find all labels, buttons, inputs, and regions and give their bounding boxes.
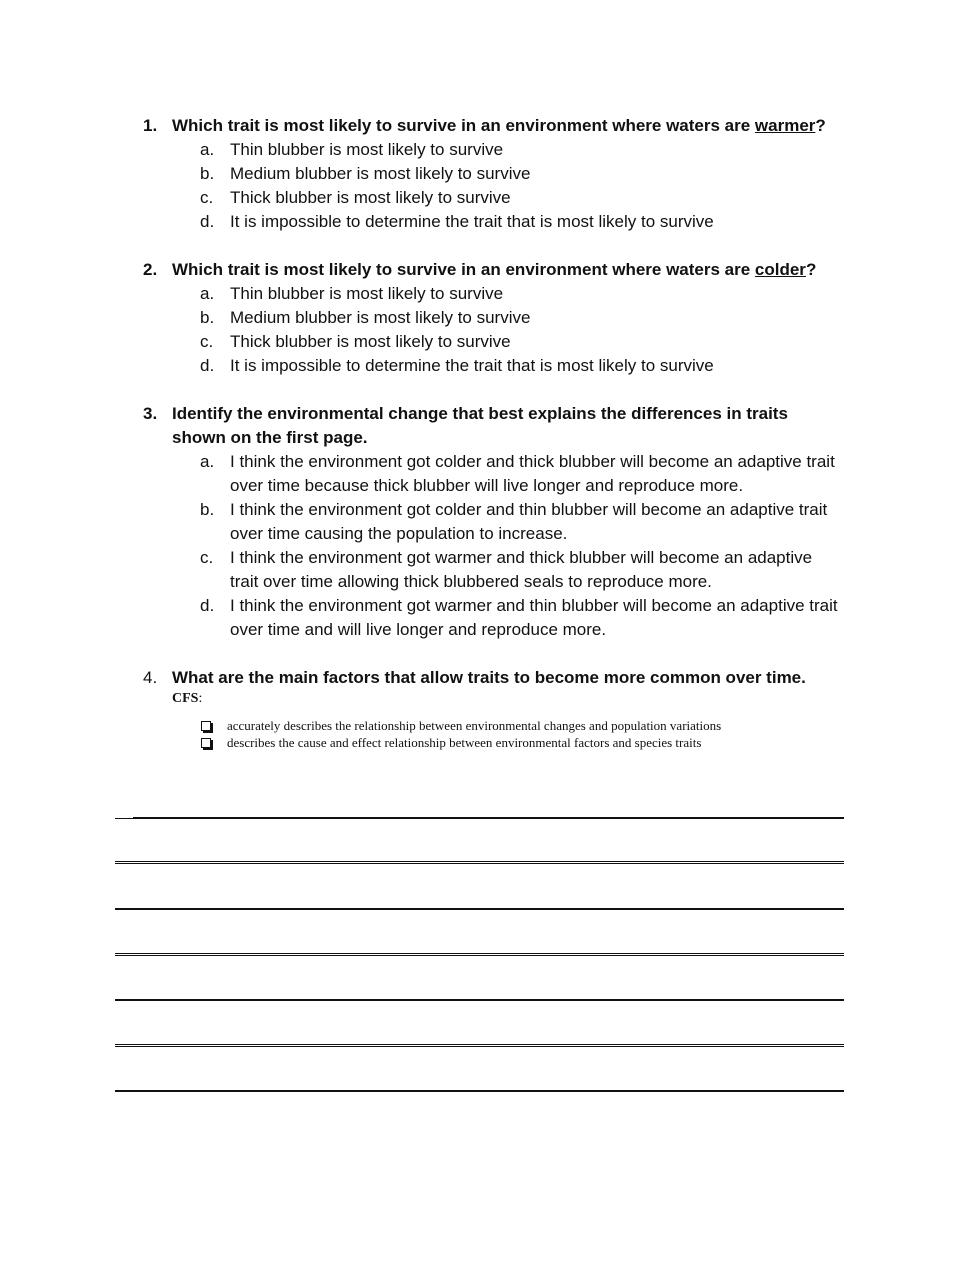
- question-3: [143, 402, 863, 642]
- question-1: [143, 114, 873, 234]
- answer-line[interactable]: [133, 817, 844, 819]
- option-d[interactable]: d. I think the environment got warmer and thin blubber will become an adaptive trait over time and will live longer and reproduce more.: [200, 596, 838, 639]
- criteria-checklist: [200, 717, 721, 751]
- criteria-item[interactable]: accurately describes the relationship between environmental changes and population variations: [200, 717, 721, 734]
- answer-options: [143, 138, 873, 234]
- option-b[interactable]: b. Medium blubber is most likely to survive: [200, 164, 531, 183]
- option-b[interactable]: b. I think the environment got colder and thin blubber will become an adaptive trait over time causing the population to increase.: [200, 500, 828, 543]
- answer-line-lead: [115, 818, 133, 819]
- option-a[interactable]: a. I think the environment got colder and thick blubber will become an adaptive trait over time because thick blubber will live longer and reproduce more.: [200, 452, 835, 495]
- criteria-item[interactable]: describes the cause and effect relationship between environmental factors and species traits: [200, 734, 721, 751]
- option-d[interactable]: d. It is impossible to determine the trait that is most likely to survive: [200, 212, 714, 231]
- question-number: 1.: [143, 116, 158, 135]
- question-2: [143, 258, 873, 378]
- answer-line[interactable]: [115, 999, 844, 1001]
- underlined-word: colder: [754, 260, 806, 279]
- question-number: 4.: [143, 668, 158, 687]
- question-number: 3.: [143, 404, 158, 423]
- option-a[interactable]: a. Thin blubber is most likely to survive: [200, 284, 504, 303]
- answer-line[interactable]: [115, 1090, 844, 1092]
- answer-line[interactable]: [115, 1044, 844, 1047]
- option-a[interactable]: a. Thin blubber is most likely to survive: [200, 140, 504, 159]
- cfs-heading: CFS:: [172, 691, 203, 706]
- answer-line[interactable]: [115, 861, 844, 864]
- question-4: [143, 666, 873, 690]
- option-d[interactable]: d. It is impossible to determine the trait that is most likely to survive: [200, 356, 714, 375]
- answer-line[interactable]: [115, 908, 844, 910]
- checkbox-icon[interactable]: [201, 738, 211, 748]
- question-text: Identify the environmental change that best explains the differences in traits shown on the first page.: [172, 404, 788, 447]
- answer-line[interactable]: [115, 953, 844, 956]
- option-c[interactable]: c. I think the environment got warmer and thick blubber will become an adaptive trait over time allowing thick blubbered seals to reproduce more.: [200, 548, 813, 591]
- question-text: What are the main factors that allow traits to become more common over time.: [172, 668, 806, 687]
- option-b[interactable]: b. Medium blubber is most likely to survive: [200, 308, 531, 327]
- question-text: Which trait is most likely to survive in an environment where waters are colder?: [172, 260, 817, 279]
- checkbox-icon[interactable]: [201, 721, 211, 731]
- question-number: 2.: [143, 260, 158, 279]
- answer-options: [143, 450, 863, 642]
- underlined-word: warmer: [754, 116, 816, 135]
- option-c[interactable]: c. Thick blubber is most likely to survive: [200, 188, 511, 207]
- answer-options: [143, 282, 873, 378]
- question-text: Which trait is most likely to survive in an environment where waters are warmer?: [172, 116, 826, 135]
- option-c[interactable]: c. Thick blubber is most likely to survive: [200, 332, 511, 351]
